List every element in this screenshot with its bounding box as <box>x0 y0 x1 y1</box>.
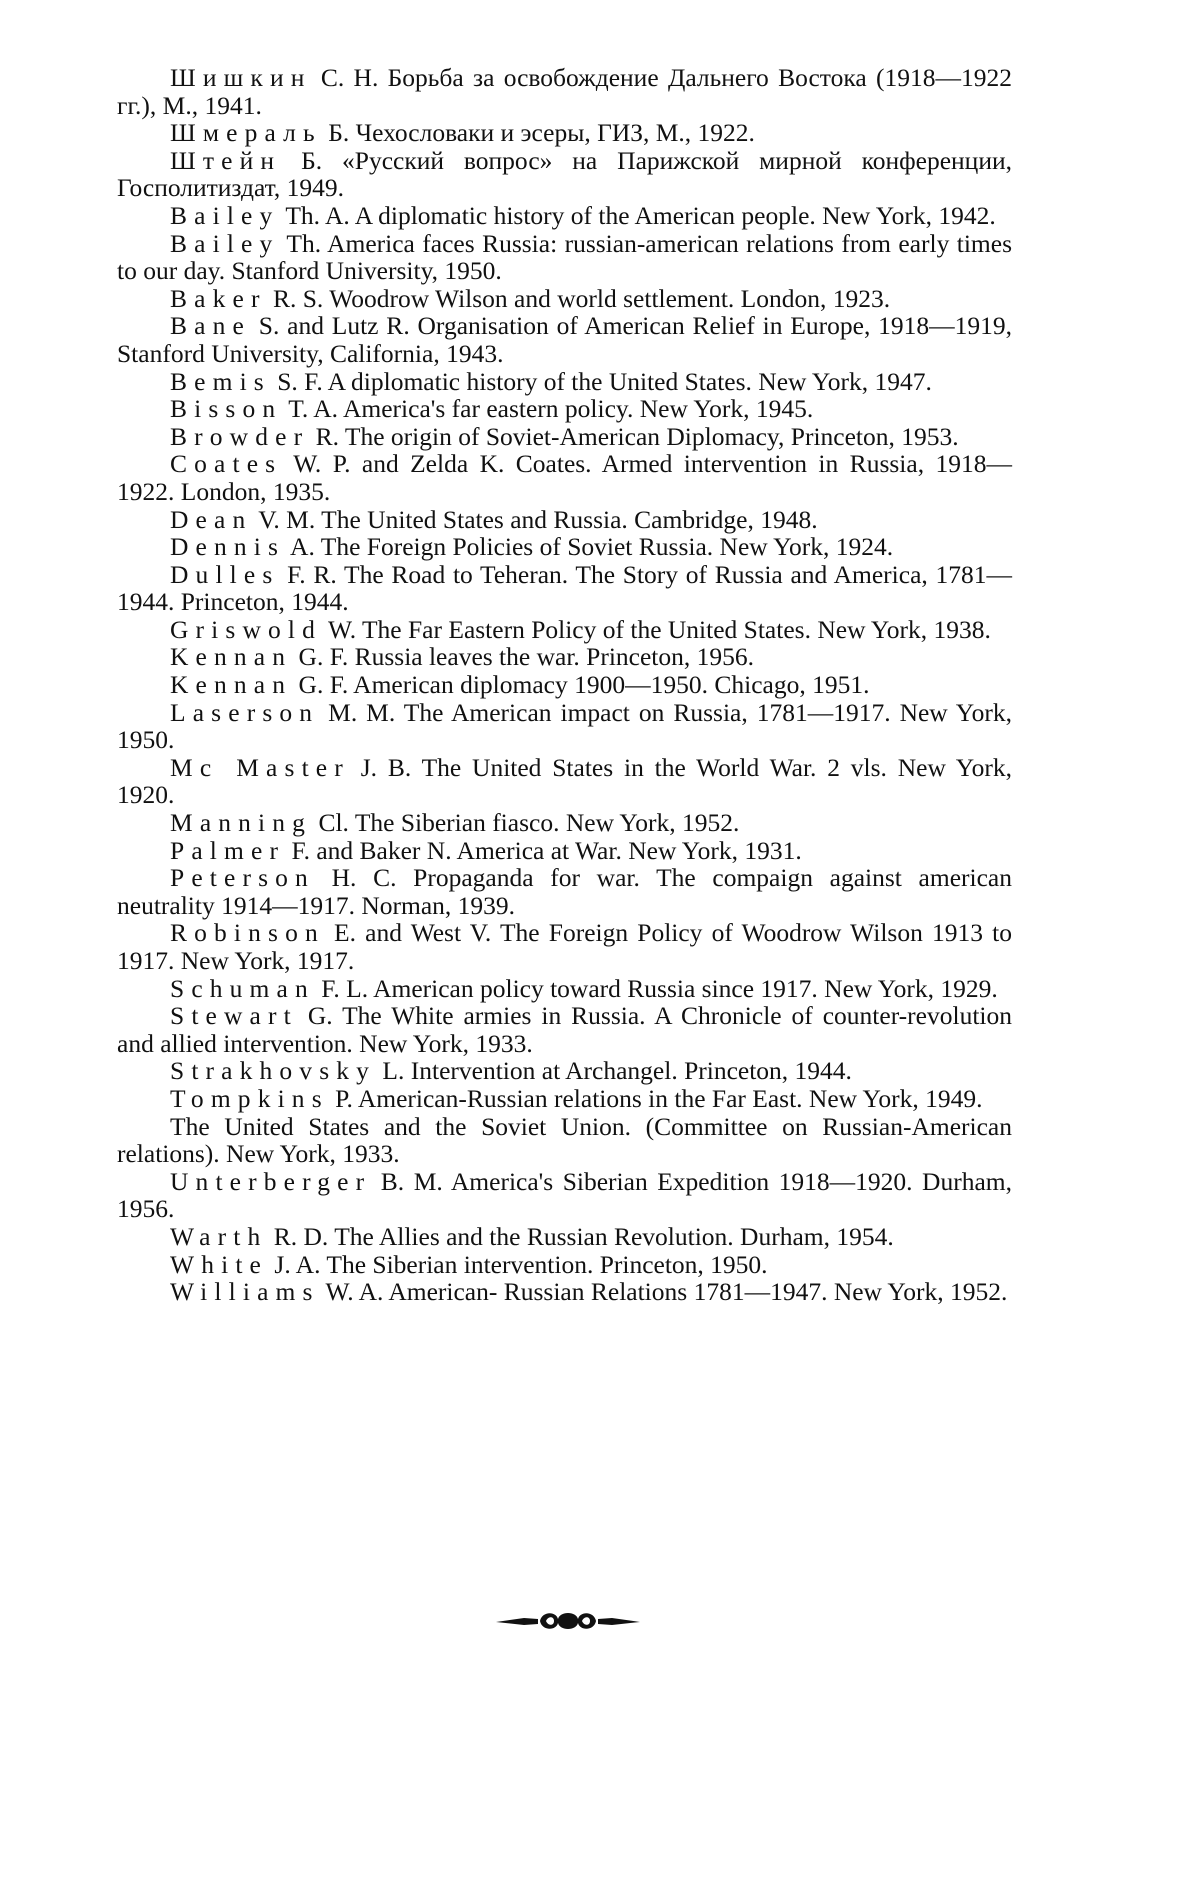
end-of-section-ornament-icon <box>494 1607 642 1635</box>
bibliography-entry <box>117 533 1012 561</box>
entry-text: S. F. A diplomatic history of the United States. New York, 1947. <box>270 366 932 396</box>
entry-author: Шмераль <box>170 118 322 148</box>
entry-author: Bailey <box>170 200 280 230</box>
bibliography-entry <box>117 837 1012 865</box>
bibliography-entry <box>117 1085 1012 1113</box>
bibliography-entry <box>117 202 1012 230</box>
bibliography-entry <box>117 1278 1012 1306</box>
bibliography-entry <box>117 1168 1012 1223</box>
bibliography-entry <box>117 450 1012 505</box>
entry-author: Griswold <box>170 614 323 644</box>
entry-author: Tompkins <box>170 1083 329 1113</box>
entry-text: Th. America faces Russia: russian-american relations from early times to our day. Stanford University, 1950. <box>117 228 1012 286</box>
entry-text: F. L. American policy toward Russia since 1917. New York, 1929. <box>314 973 998 1003</box>
bibliography-entry <box>117 864 1012 919</box>
entry-author: Dean <box>170 504 253 534</box>
entry-text: H. C. Propaganda for war. The compaign against american neutrality 1914—1917. Norman, 1939. <box>117 863 1012 920</box>
entry-text: L. Intervention at Archangel. Princeton, 1944. <box>376 1056 852 1086</box>
entry-author: Browder <box>170 421 310 451</box>
bibliography-entry <box>117 919 1012 974</box>
entry-author: Palmer <box>170 835 286 865</box>
entry-text: P. American-Russian relations in the Far East. New York, 1949. <box>328 1083 983 1113</box>
entry-text: С. Н. Борьба за освобождение Дальнего Востока (1918—1922 гг.), М., 1941. <box>117 63 1012 120</box>
entry-text: M. M. The American impact on Russia, 1781—1917. New York, 1950. <box>117 697 1012 755</box>
entry-author: Bane <box>170 311 251 341</box>
entry-text: Cl. The Siberian fiasco. New York, 1952. <box>312 808 740 838</box>
entry-text: W. A. American- Russian Relations 1781—1947. New York, 1952. <box>319 1277 1008 1307</box>
entry-author: White <box>170 1249 269 1279</box>
entry-text: Th. A. A diplomatic history of the American people. New York, 1942. <box>279 200 996 230</box>
bibliography-entry <box>117 643 1012 671</box>
entry-text: R. S. Woodrow Wilson and world settlement. London, 1923. <box>266 283 891 313</box>
entry-author: Williams <box>170 1277 320 1307</box>
bibliography-entry <box>117 506 1012 534</box>
entry-text: T. A. America's far eastern policy. New York, 1945. <box>282 394 814 424</box>
entry-author: Mc Master <box>170 752 350 782</box>
entry-text: S. and Lutz R. Organisation of American Relief in Europe, 1918—1919, Stanford University, California, 1943. <box>117 311 1012 368</box>
bibliography-entry <box>117 671 1012 699</box>
entry-text: J. B. The United States in the World War. 2 vls. New York, 1920. <box>117 752 1013 810</box>
bibliography-entry <box>117 368 1012 396</box>
entry-author: Bailey <box>170 228 280 258</box>
entry-author: Stewart <box>170 1001 298 1031</box>
entry-text: B. M. America's Siberian Expedition 1918—1920. Durham, 1956. <box>117 1166 1012 1224</box>
bibliography-entry <box>117 561 1012 616</box>
bibliography-entry <box>117 975 1012 1003</box>
bibliography-entry <box>117 616 1012 644</box>
entry-text: The United States and the Soviet Union. (Committee on Russian-American relations). New York, 1933. <box>117 1111 1012 1169</box>
bibliography-list <box>117 64 1012 1306</box>
bibliography-entry <box>117 423 1012 451</box>
entry-text: R. D. The Allies and the Russian Revolution. Durham, 1954. <box>267 1221 894 1251</box>
entry-author: Bemis <box>170 366 271 396</box>
entry-text: E. and West V. The Foreign Policy of Woodrow Wilson 1913 to 1917. New York, 1917. <box>117 918 1012 975</box>
entry-author: Kennan <box>170 642 293 672</box>
entry-author: Unterberger <box>170 1166 372 1196</box>
entry-text: R. The origin of Soviet-American Diplomacy, Princeton, 1953. <box>309 421 959 451</box>
entry-author: Peterson <box>170 863 315 893</box>
bibliography-entry <box>117 312 1012 367</box>
bibliography-entry <box>117 64 1012 119</box>
entry-author: Strakhovsky <box>170 1056 377 1086</box>
entry-text: Б. «Русский вопрос» на Парижской мирной конференции, Госполитиздат, 1949. <box>117 145 1012 203</box>
bibliography-entry <box>117 754 1012 809</box>
entry-author: Штейн <box>170 145 282 175</box>
entry-text: G. F. Russia leaves the war. Princeton, 1956. <box>292 642 755 672</box>
entry-text: F. and Baker N. America at War. New York, 1931. <box>285 835 802 865</box>
bibliography-entry <box>117 1113 1012 1168</box>
entry-author: Kennan <box>170 670 293 700</box>
entry-author: Шишкин <box>170 63 312 92</box>
entry-text: W. The Far Eastern Policy of the United States. New York, 1938. <box>322 614 991 644</box>
bibliography-entry <box>117 1002 1012 1057</box>
entry-text: G. The White armies in Russia. A Chronicle of counter-revolution and allied intervention. New York, 1933. <box>117 1001 1012 1058</box>
entry-author: Robinson <box>170 918 325 948</box>
bibliography-entry <box>117 699 1012 754</box>
bibliography-entry <box>117 230 1012 285</box>
bibliography-entry <box>117 809 1012 837</box>
entry-author: Schuman <box>170 973 315 1003</box>
entry-text: A. The Foreign Policies of Soviet Russia. New York, 1924. <box>285 532 894 562</box>
entry-author: Laserson <box>170 697 320 727</box>
bibliography-entry <box>117 285 1012 313</box>
entry-author: Coates <box>170 449 283 479</box>
bibliography-entry <box>117 1057 1012 1085</box>
bibliography-entry <box>117 395 1012 423</box>
entry-text: V. M. The United States and Russia. Cambridge, 1948. <box>252 504 818 534</box>
entry-author: Baker <box>170 283 267 313</box>
entry-author: Dulles <box>170 559 280 589</box>
bibliography-entry <box>117 1223 1012 1251</box>
entry-text: Б. Чехословаки и эсеры, ГИЗ, М., 1922. <box>321 118 755 148</box>
bibliography-entry <box>117 147 1012 202</box>
entry-text: F. R. The Road to Teheran. The Story of Russia and America, 1781—1944. Princeton, 1944. <box>117 559 1012 617</box>
entry-author: Bisson <box>170 394 283 424</box>
entry-author: Warth <box>170 1221 268 1251</box>
bibliography-entry <box>117 1251 1012 1279</box>
entry-author: Manning <box>170 808 313 838</box>
entry-text: W. P. and Zelda K. Coates. Armed intervention in Russia, 1918—1922. London, 1935. <box>117 449 1012 506</box>
bibliography-entry <box>117 119 1012 147</box>
entry-text: J. A. The Siberian intervention. Princeton, 1950. <box>268 1249 768 1279</box>
entry-author: Dennis <box>170 532 286 562</box>
entry-text: G. F. American diplomacy 1900—1950. Chicago, 1951. <box>292 670 870 700</box>
